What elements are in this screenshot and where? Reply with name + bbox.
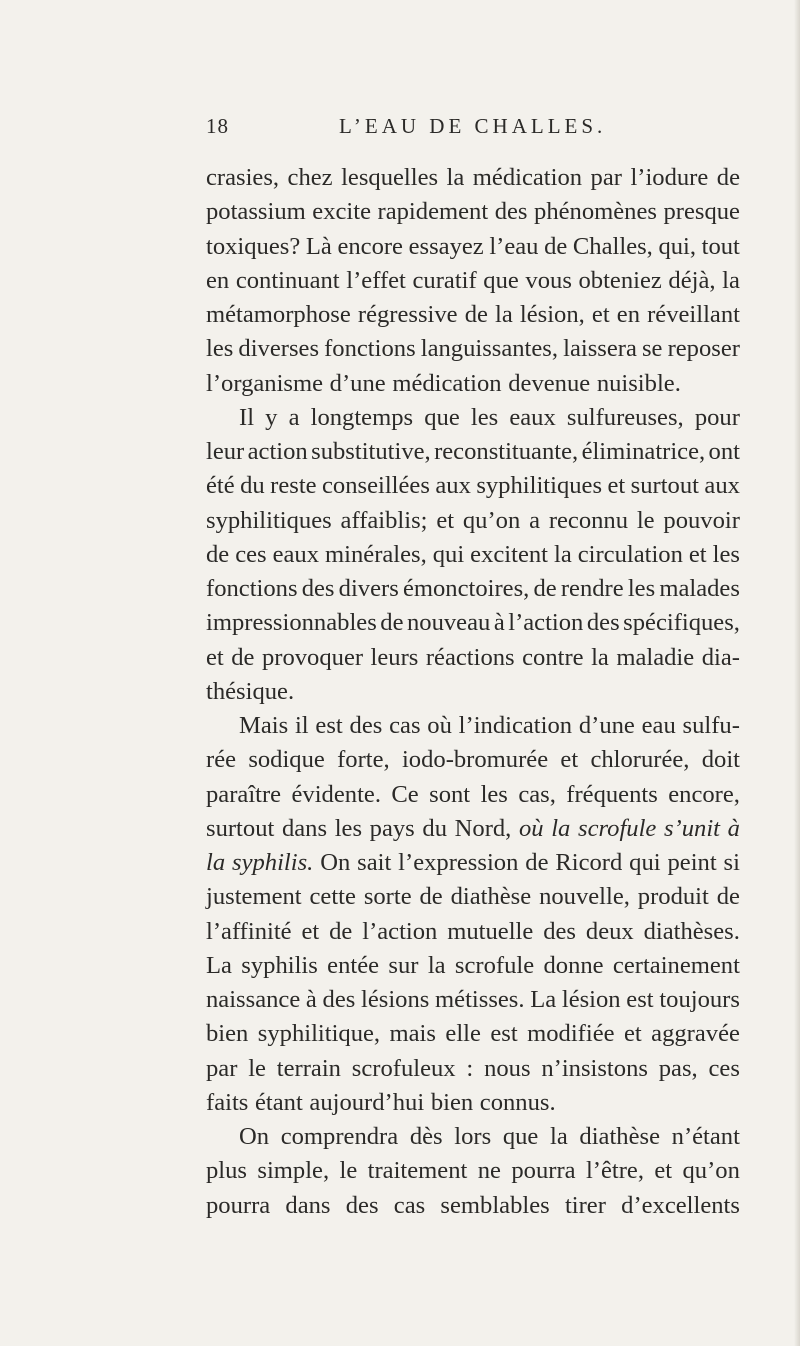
word: pays bbox=[369, 814, 415, 842]
word: syphilitiques bbox=[206, 506, 332, 534]
word: l’eau bbox=[489, 232, 539, 260]
word: paraître bbox=[206, 780, 282, 808]
word: scrofuleux bbox=[351, 1054, 456, 1082]
word: connus. bbox=[479, 1088, 556, 1116]
paragraph-first-line bbox=[206, 709, 740, 743]
word: s’unit bbox=[663, 814, 720, 842]
word: leur bbox=[206, 438, 245, 465]
word: émonctoires, bbox=[402, 575, 530, 602]
word: le bbox=[636, 506, 655, 534]
word: bien bbox=[206, 1020, 249, 1048]
word: peint bbox=[667, 849, 717, 876]
word: maladie bbox=[616, 643, 695, 671]
word: de bbox=[533, 575, 557, 602]
word: à bbox=[493, 609, 505, 637]
text-line bbox=[206, 572, 740, 606]
word: que bbox=[483, 266, 519, 294]
word: réactions bbox=[425, 643, 515, 671]
word: les bbox=[712, 540, 740, 568]
word: évidente. bbox=[291, 780, 381, 808]
word: qui bbox=[629, 849, 661, 876]
text-line bbox=[206, 675, 740, 709]
word: surtout bbox=[630, 472, 699, 500]
word: lors bbox=[454, 1123, 492, 1150]
word: traitement bbox=[367, 1157, 468, 1185]
word: la bbox=[446, 164, 465, 191]
word: se bbox=[641, 335, 663, 363]
word: diverses bbox=[238, 335, 320, 363]
word: la bbox=[495, 301, 513, 328]
word: d’une bbox=[578, 712, 635, 739]
word: des bbox=[494, 198, 528, 226]
word: pas, bbox=[658, 1054, 698, 1082]
word: lesquelles bbox=[341, 164, 439, 191]
word: l’expression bbox=[398, 849, 519, 876]
word: l’affinité bbox=[206, 917, 292, 945]
word: produit bbox=[637, 883, 709, 911]
word: l’indication bbox=[458, 712, 573, 739]
word: pour bbox=[694, 403, 740, 431]
word: dès bbox=[409, 1123, 443, 1150]
word: encore, bbox=[668, 780, 740, 808]
word: aujourd’hui bbox=[309, 1088, 425, 1116]
text-line bbox=[206, 641, 740, 675]
word: pourra bbox=[511, 1157, 576, 1185]
word: circulation bbox=[577, 540, 683, 568]
word: elle bbox=[445, 1020, 481, 1048]
word: Il bbox=[239, 403, 255, 431]
word: La bbox=[530, 986, 557, 1013]
word: est bbox=[490, 1020, 518, 1048]
word: reste bbox=[270, 472, 317, 500]
word: métamorphose bbox=[206, 301, 351, 328]
word: ces bbox=[708, 1054, 740, 1082]
word: scrofule bbox=[578, 814, 657, 842]
paragraph-first-line bbox=[206, 1120, 740, 1154]
word: pourra bbox=[206, 1191, 271, 1219]
word: sorte bbox=[363, 883, 412, 911]
word: a bbox=[288, 403, 300, 431]
word: action bbox=[247, 438, 308, 465]
word: l’action bbox=[508, 609, 584, 637]
word: des bbox=[322, 986, 356, 1013]
word: été bbox=[206, 472, 235, 500]
word: reconstituante, bbox=[434, 438, 579, 465]
word: les bbox=[480, 780, 508, 808]
text-line bbox=[206, 743, 740, 777]
word: ont bbox=[708, 438, 740, 465]
word: conseillées bbox=[322, 472, 430, 500]
word: régressive bbox=[357, 301, 458, 328]
word: chez bbox=[287, 164, 333, 191]
word: modifiée bbox=[527, 1020, 615, 1048]
word: essayez bbox=[408, 232, 484, 260]
word: les bbox=[627, 575, 656, 602]
word: La bbox=[206, 951, 232, 979]
word: dia- bbox=[701, 643, 740, 671]
word: obteniez bbox=[578, 266, 662, 294]
word: : bbox=[466, 1054, 474, 1082]
word: les bbox=[206, 335, 234, 363]
word: syphilitiques bbox=[476, 472, 603, 500]
word: de bbox=[544, 232, 568, 260]
word: languissantes, bbox=[420, 335, 559, 363]
text-line bbox=[206, 915, 740, 949]
word: syphilis. bbox=[232, 849, 314, 876]
word: la bbox=[427, 951, 446, 979]
word: étant bbox=[254, 1088, 303, 1116]
word: vous bbox=[525, 266, 572, 294]
word: la bbox=[206, 849, 226, 876]
word: lésion, bbox=[519, 301, 585, 328]
word: d’une bbox=[329, 369, 386, 397]
page-edge-shadow bbox=[794, 0, 800, 1346]
text-line bbox=[206, 298, 740, 332]
word: sodique bbox=[248, 746, 325, 774]
word: thésique. bbox=[206, 677, 295, 705]
word: et bbox=[301, 917, 320, 945]
word: lésion bbox=[561, 986, 621, 1013]
word: divers bbox=[338, 575, 399, 602]
word: l’organisme bbox=[206, 369, 324, 397]
word: sulfu- bbox=[682, 712, 740, 739]
word: et bbox=[436, 506, 455, 534]
word: Ricord bbox=[555, 849, 623, 876]
word: la bbox=[551, 814, 571, 842]
page-number: 18 bbox=[206, 114, 229, 138]
text-line bbox=[206, 469, 740, 503]
word: nuisible. bbox=[596, 369, 681, 397]
word: naissance bbox=[206, 986, 301, 1013]
word: médication bbox=[472, 164, 583, 191]
paragraph-first-line bbox=[206, 401, 740, 435]
word: tout bbox=[701, 232, 740, 260]
word: rendre bbox=[560, 575, 624, 602]
word: longtemps bbox=[310, 403, 414, 431]
word: et bbox=[560, 746, 579, 774]
word: des bbox=[345, 1191, 379, 1219]
word: Ce bbox=[391, 780, 419, 808]
word: en bbox=[616, 301, 640, 328]
word: nouveau bbox=[406, 609, 491, 637]
word: simple, bbox=[257, 1157, 330, 1185]
word: l’être, bbox=[585, 1157, 644, 1185]
word: des bbox=[349, 712, 383, 739]
word: médication bbox=[392, 369, 502, 397]
word: fonctions bbox=[324, 335, 416, 363]
word: Là bbox=[305, 232, 332, 260]
word: rapidement bbox=[377, 198, 489, 226]
word: n’insistons bbox=[541, 1054, 648, 1082]
word: la bbox=[722, 266, 740, 294]
word: le bbox=[339, 1157, 358, 1185]
word: nous bbox=[484, 1054, 531, 1082]
word: que bbox=[424, 403, 460, 431]
word: de bbox=[716, 883, 740, 911]
word: toxiques? bbox=[206, 232, 301, 260]
word: du bbox=[240, 472, 265, 500]
word: rée bbox=[206, 746, 237, 774]
word: si bbox=[723, 849, 740, 876]
word: impressionnables bbox=[206, 609, 377, 637]
text-line bbox=[206, 195, 740, 229]
word: dans bbox=[285, 1191, 331, 1219]
word: la bbox=[550, 1123, 568, 1150]
word: doit bbox=[701, 746, 740, 774]
word: l’iodure bbox=[630, 164, 709, 191]
word: toujours bbox=[659, 986, 740, 1013]
word: de bbox=[380, 609, 404, 637]
word: phénomènes bbox=[534, 198, 657, 226]
text-line bbox=[206, 846, 740, 880]
word: de bbox=[716, 164, 740, 191]
word: par bbox=[590, 164, 622, 191]
word: encore bbox=[337, 232, 403, 260]
word: devenue bbox=[508, 369, 591, 397]
word: les bbox=[470, 403, 499, 431]
word: qui, bbox=[658, 232, 697, 260]
word: métisses. bbox=[435, 986, 525, 1013]
word: sulfureuses, bbox=[566, 403, 684, 431]
word: eau bbox=[641, 712, 676, 739]
word: curatif bbox=[412, 266, 477, 294]
word: donne bbox=[543, 951, 604, 979]
text-line bbox=[206, 812, 740, 846]
word: reconnu bbox=[548, 506, 629, 534]
text-line bbox=[206, 161, 740, 195]
word: eaux bbox=[509, 403, 556, 431]
word: certainement bbox=[612, 951, 740, 979]
word: potassium bbox=[206, 198, 306, 226]
word: deux bbox=[585, 917, 634, 945]
word: aux bbox=[704, 472, 740, 500]
text-line bbox=[206, 949, 740, 983]
word: par bbox=[206, 1054, 238, 1082]
word: à bbox=[305, 986, 317, 1013]
word: l’action bbox=[362, 917, 438, 945]
word: l’effet bbox=[346, 266, 406, 294]
text-line bbox=[206, 606, 740, 640]
word: du bbox=[422, 814, 447, 842]
word: excite bbox=[312, 198, 371, 226]
word: la bbox=[554, 540, 572, 568]
word: et bbox=[654, 1157, 673, 1185]
text-line bbox=[206, 1189, 740, 1223]
word: pouvoir bbox=[663, 506, 740, 534]
word: entée bbox=[327, 951, 380, 979]
word: sur bbox=[388, 951, 419, 979]
word: qu’on bbox=[462, 506, 521, 534]
word: en bbox=[206, 266, 230, 294]
word: continuant bbox=[235, 266, 340, 294]
word: est bbox=[626, 986, 654, 1013]
text-line bbox=[206, 332, 740, 366]
word: On bbox=[320, 849, 351, 876]
word: et bbox=[206, 643, 224, 671]
word: iodo-bromurée bbox=[401, 746, 549, 774]
word: aux bbox=[435, 472, 471, 500]
word: Mais bbox=[239, 712, 289, 739]
word: et bbox=[623, 1020, 642, 1048]
word: des bbox=[301, 575, 335, 602]
running-title: L’EAU DE CHALLES. bbox=[339, 114, 607, 138]
word: On bbox=[239, 1123, 270, 1150]
word: et bbox=[688, 540, 707, 568]
word: presque bbox=[663, 198, 740, 226]
word: provoquer bbox=[261, 643, 364, 671]
word: fonctions bbox=[206, 575, 298, 602]
word: le bbox=[248, 1054, 266, 1082]
word: dans bbox=[281, 814, 328, 842]
word: syphilitique, bbox=[257, 1020, 381, 1048]
word: de bbox=[206, 540, 230, 568]
word: sait bbox=[357, 849, 392, 876]
word: comprendra bbox=[280, 1123, 399, 1150]
word: substitutive, bbox=[311, 438, 431, 465]
word: aggravée bbox=[651, 1020, 740, 1048]
word: qui bbox=[432, 540, 465, 568]
text-line bbox=[206, 230, 740, 264]
word: Challes, bbox=[572, 232, 653, 260]
word: où bbox=[427, 712, 452, 739]
word: terrain bbox=[276, 1054, 341, 1082]
word: diathèse bbox=[579, 1123, 660, 1150]
word: est bbox=[315, 712, 343, 739]
text-line bbox=[206, 778, 740, 812]
word: leurs bbox=[370, 643, 419, 671]
word: n’étant bbox=[671, 1123, 740, 1150]
word: malades bbox=[659, 575, 740, 602]
word: et bbox=[607, 472, 626, 500]
word: éliminatrice, bbox=[581, 438, 706, 465]
body-text bbox=[206, 161, 740, 1223]
text-line bbox=[206, 1154, 740, 1188]
word: tirer bbox=[564, 1191, 606, 1219]
text-line bbox=[206, 983, 740, 1017]
word: nouvelle, bbox=[539, 883, 630, 911]
word: que bbox=[502, 1123, 539, 1150]
word: spécifiques, bbox=[623, 609, 740, 637]
word: minérales, bbox=[325, 540, 427, 568]
word: de bbox=[419, 883, 443, 911]
word: cette bbox=[309, 883, 356, 911]
word: il bbox=[294, 712, 309, 739]
text-line bbox=[206, 1052, 740, 1086]
word: y bbox=[265, 403, 278, 431]
word: eaux bbox=[272, 540, 320, 568]
word: reposer bbox=[667, 335, 740, 363]
word: de bbox=[329, 917, 353, 945]
word: bien bbox=[430, 1088, 474, 1116]
word: scrofule bbox=[454, 951, 535, 979]
word: des bbox=[543, 917, 576, 945]
word: forte, bbox=[337, 746, 390, 774]
word: excitent bbox=[470, 540, 549, 568]
word: déjà, bbox=[668, 266, 716, 294]
text-line bbox=[206, 264, 740, 298]
word: surtout bbox=[206, 814, 275, 842]
word: diathèse bbox=[450, 883, 532, 911]
text-line bbox=[206, 1086, 740, 1120]
word: fréquents bbox=[566, 780, 658, 808]
word: de bbox=[231, 643, 255, 671]
word: crasies, bbox=[206, 164, 280, 191]
word: syphilis bbox=[241, 951, 318, 979]
word: justement bbox=[206, 883, 302, 911]
word: a bbox=[529, 506, 540, 534]
word: mutuelle bbox=[447, 917, 534, 945]
word: Nord, bbox=[454, 814, 512, 842]
word: des bbox=[586, 609, 620, 637]
word: où bbox=[518, 814, 544, 842]
text-line bbox=[206, 504, 740, 538]
word: à bbox=[727, 814, 740, 842]
word: de bbox=[464, 301, 488, 328]
word: cas bbox=[389, 712, 421, 739]
word: et bbox=[591, 301, 610, 328]
word: ces bbox=[235, 540, 267, 568]
word: cas bbox=[393, 1191, 426, 1219]
word: affaiblis; bbox=[340, 506, 428, 534]
word: sont bbox=[429, 780, 471, 808]
text-line bbox=[206, 435, 740, 469]
word: d’excellents bbox=[621, 1191, 740, 1219]
word: lésions bbox=[361, 986, 430, 1013]
text-line bbox=[206, 538, 740, 572]
word: faits bbox=[206, 1088, 249, 1116]
word: ne bbox=[477, 1157, 501, 1185]
word: laissera bbox=[563, 335, 637, 363]
word: la bbox=[591, 643, 609, 671]
word: réveillant bbox=[647, 301, 740, 328]
text-line bbox=[206, 880, 740, 914]
text-line bbox=[206, 367, 740, 401]
word: diathèses. bbox=[643, 917, 740, 945]
word: semblables bbox=[440, 1191, 550, 1219]
word: de bbox=[525, 849, 549, 876]
word: plus bbox=[206, 1157, 247, 1185]
word: cas, bbox=[518, 780, 556, 808]
word: chlorurée, bbox=[590, 746, 690, 774]
word: mais bbox=[389, 1020, 436, 1048]
word: qu’on bbox=[682, 1157, 740, 1185]
word: les bbox=[334, 814, 363, 842]
word: contre bbox=[522, 643, 584, 671]
text-line bbox=[206, 1017, 740, 1051]
